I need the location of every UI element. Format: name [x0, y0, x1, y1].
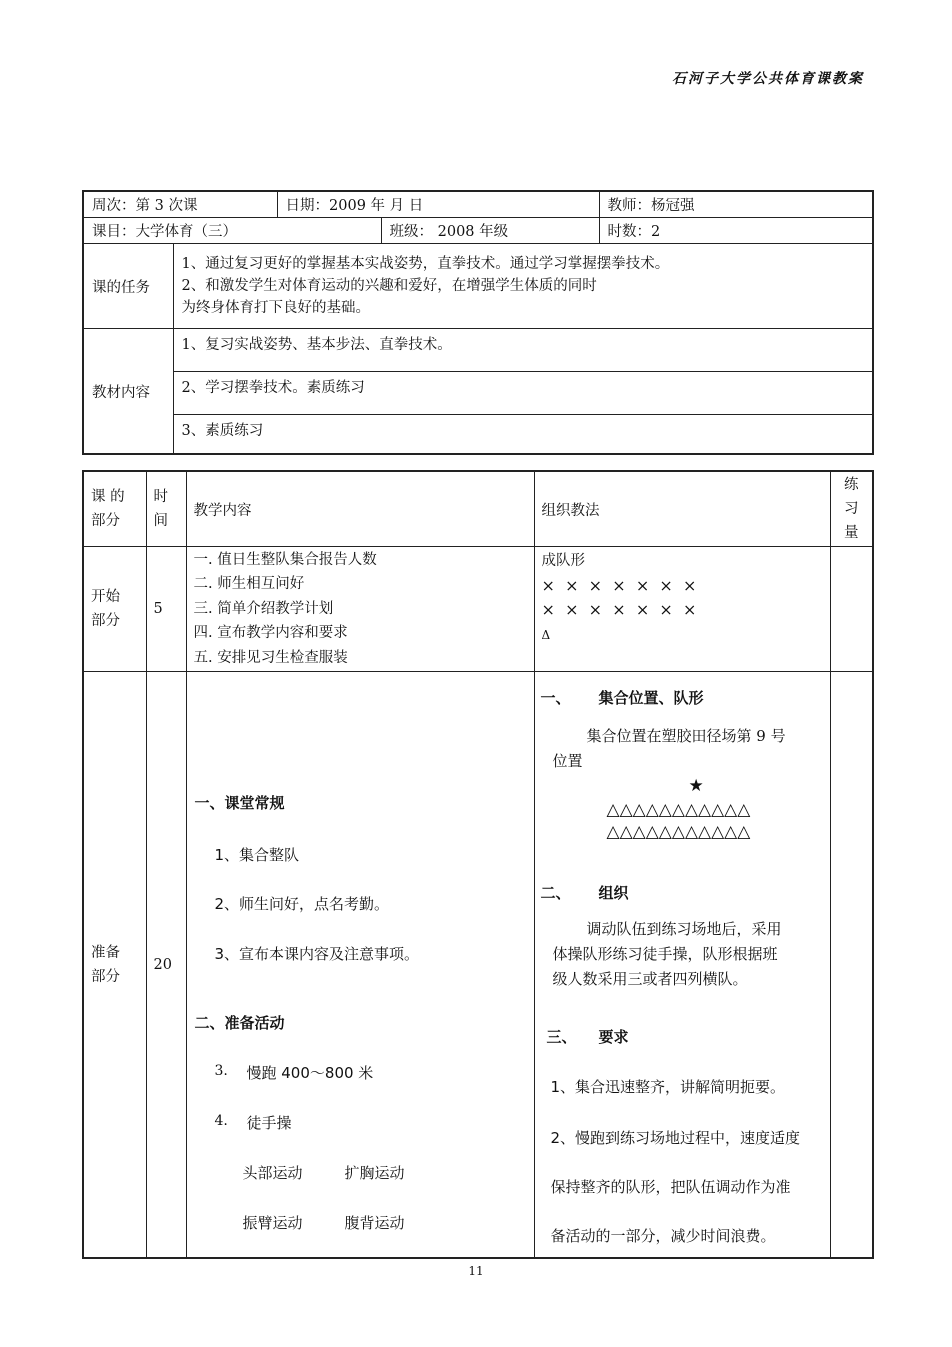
exercise-item: 扩胸运动: [344, 1164, 405, 1182]
prep-part-line: 部分: [91, 968, 120, 985]
task-content: [173, 244, 873, 329]
start-section-row: [83, 547, 873, 672]
task-label: 课的任务: [83, 244, 173, 329]
method-paragraph: 体操队形练习徒手操，队形根据班: [552, 945, 778, 963]
start-part-line: 开始: [91, 589, 120, 605]
prep-part: [83, 672, 146, 1259]
prep-section-row: [83, 672, 873, 1259]
start-content-item: 五. 安排见习生检查服装: [193, 649, 348, 666]
header-part: [83, 471, 146, 547]
header-time: [146, 471, 186, 547]
exercise-item: 腹背运动: [344, 1214, 405, 1232]
material-line: 1、复习实战姿势、基本步法、直拳技术。: [173, 329, 873, 372]
start-time: 5: [146, 547, 186, 672]
task-line: 2、和激发学生对体育运动的兴趣和爱好，在增强学生体质的同时: [181, 278, 597, 294]
method-heading-number: 一、: [540, 689, 571, 707]
exercise-item: 头部运动: [242, 1164, 303, 1182]
info-row-1: [83, 191, 873, 218]
requirement-line: 2、慢跑到练习场地过程中，速度适度: [550, 1129, 801, 1147]
start-amount: [830, 547, 873, 672]
header-amount: [830, 471, 873, 547]
prep-item-number: 3.: [214, 1063, 228, 1079]
prep-content: [186, 672, 534, 1259]
prep-item: 徒手操: [246, 1114, 292, 1132]
prep-item: 2、师生问好，点名考勤。: [214, 895, 390, 913]
task-line: 1、通过复习更好的掌握基本实战姿势，直拳技术。通过学习掌握摆拳技术。: [181, 256, 670, 272]
prep-method: [534, 672, 830, 1259]
method-heading-number: 二、: [540, 884, 571, 902]
requirement-line: 1、集合迅速整齐，讲解简明扼要。: [550, 1078, 786, 1096]
prep-part-line: 准备: [91, 944, 120, 961]
date-cell: 日期：2009 年 月 日: [277, 191, 599, 218]
material-row-3: [83, 415, 873, 455]
start-method: [534, 547, 830, 672]
start-content: [186, 547, 534, 672]
header-amount-line: 练: [844, 477, 859, 493]
class-cell: 班级： 2008 年级: [381, 218, 599, 244]
start-content-item: 一. 值日生整队集合报告人数: [193, 551, 377, 568]
material-label: 教材内容: [83, 329, 173, 455]
plan-header-row: [83, 471, 873, 547]
star-icon: ★: [688, 776, 704, 796]
method-heading-number: 三、: [546, 1028, 577, 1046]
material-line: 2、学习摆拳技术。素质练习: [173, 372, 873, 415]
requirement-line: 保持整齐的队形，把队伍调动作为准: [550, 1178, 791, 1196]
header-time-line: 间: [153, 513, 168, 529]
header-part-line: 部分: [91, 513, 120, 529]
start-method-line: 成队形: [541, 553, 585, 569]
task-line: 为终身体育打下良好的基础。: [181, 300, 370, 316]
week-cell: 周次：第 3 次课: [83, 191, 277, 218]
start-content-item: 三. 简单介绍教学计划: [193, 600, 334, 617]
method-paragraph: 集合位置在塑胶田径场第 9 号: [586, 727, 786, 745]
header-part-line: 课 的: [91, 489, 125, 505]
teaching-plan-table: [82, 470, 874, 1259]
teacher-cell: 教师：杨冠强: [599, 191, 873, 218]
material-row-2: [83, 372, 873, 415]
prep-heading-routine: 一、课堂常规: [194, 794, 285, 812]
method-paragraph: 位置: [552, 752, 583, 770]
teacher-position-mark: Δ: [541, 627, 551, 642]
prep-item: 慢跑 400～800 米: [246, 1064, 374, 1082]
prep-heading-warmup: 二、准备活动: [194, 1014, 285, 1032]
task-row: [83, 244, 873, 329]
prep-item-number: 4.: [214, 1113, 228, 1129]
method-heading-organize: 组织: [598, 884, 629, 902]
method-heading-requirements: 要求: [598, 1028, 629, 1046]
course-cell: 课目：大学体育（三）: [83, 218, 381, 244]
start-part: [83, 547, 146, 672]
start-part-line: 部分: [91, 613, 120, 629]
header-time-line: 时: [153, 489, 168, 505]
prep-item: 1、集合整队: [214, 846, 300, 864]
formation-row: × × × × × × ×: [541, 575, 697, 595]
hours-cell: 时数：2: [599, 218, 873, 244]
header-method: 组织教法: [534, 471, 830, 547]
lesson-info-table: [82, 190, 874, 455]
prep-amount: [830, 672, 873, 1259]
requirement-line: 备活动的一部分，减少时间浪费。: [550, 1227, 776, 1245]
page-header-title: 石河子大学公共体育课教案: [672, 71, 864, 87]
page-number: 11: [468, 1264, 484, 1278]
start-content-item: 四. 宣布教学内容和要求: [193, 625, 348, 642]
info-row-2: [83, 218, 873, 244]
header-content: 教学内容: [186, 471, 534, 547]
exercise-item: 振臂运动: [242, 1214, 303, 1232]
prep-time: 20: [146, 672, 186, 1259]
material-row-1: [83, 329, 873, 372]
method-heading-position: 集合位置、队形: [598, 689, 704, 707]
method-paragraph: 调动队伍到练习场地后，采用: [586, 920, 782, 938]
triangle-formation-row: △△△△△△△△△△△: [606, 822, 751, 842]
header-amount-line: 量: [844, 525, 859, 541]
method-paragraph: 级人数采用三或者四列横队。: [552, 970, 748, 988]
formation-row: × × × × × × ×: [541, 600, 697, 619]
material-line: 3、素质练习: [173, 415, 873, 455]
start-content-item: 二. 师生相互问好: [193, 576, 305, 593]
triangle-formation-row: △△△△△△△△△△△: [606, 800, 751, 820]
prep-item: 3、宣布本课内容及注意事项。: [214, 945, 420, 963]
header-amount-line: 习: [844, 501, 859, 517]
